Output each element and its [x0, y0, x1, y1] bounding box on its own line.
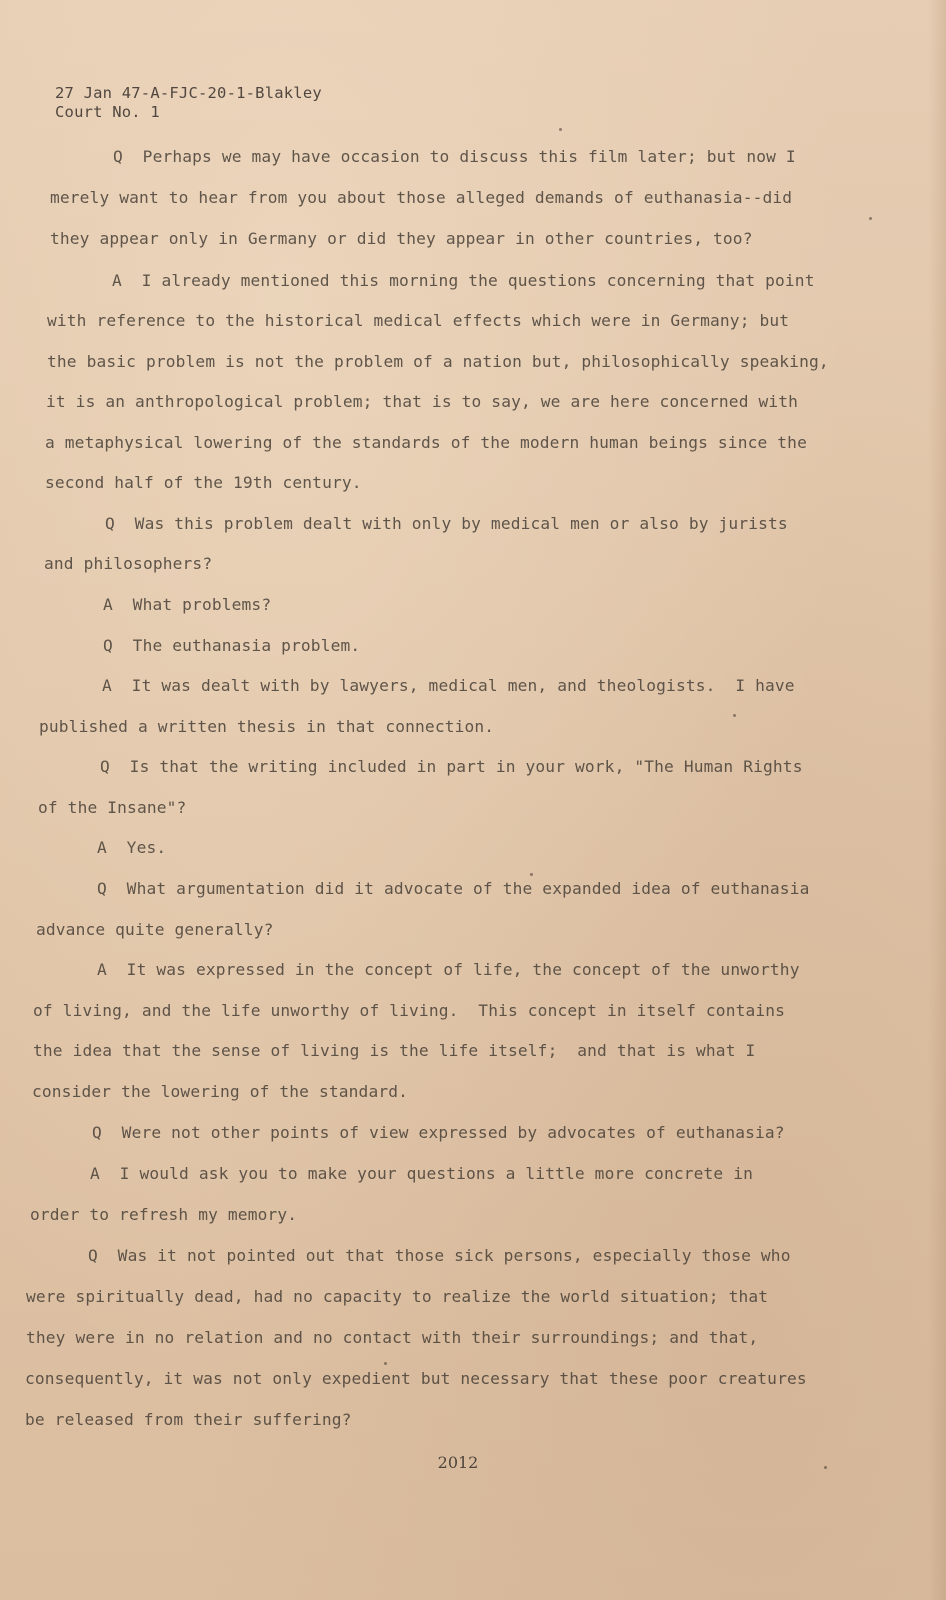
transcript-line: consider the lowering of the standard. [32, 1082, 409, 1101]
paper-speck [869, 217, 872, 220]
transcript-line: Q Were not other points of view expressed by advocates of euthanasia? [92, 1123, 785, 1142]
transcript-line: the basic problem is not the problem of a nation but, philosophically speaking, [47, 352, 829, 371]
transcript-line: consequently, it was not only expedient but necessary that these poor creatures [25, 1369, 807, 1388]
transcript-line: A I already mentioned this morning the questions concerning that point [112, 271, 815, 290]
transcript-line: Q The euthanasia problem. [103, 636, 361, 655]
transcript-line: they were in no relation and no contact with their surroundings; and that, [26, 1328, 759, 1347]
transcript-line: A What problems? [103, 595, 272, 614]
paper-speck [824, 1466, 827, 1469]
transcript-line: they appear only in Germany or did they appear in other countries, too? [50, 229, 753, 248]
transcript-line: Q Perhaps we may have occasion to discuss this film later; but now I [113, 147, 796, 166]
transcript-line: A I would ask you to make your questions a little more concrete in [90, 1164, 754, 1183]
transcript-line: of the Insane"? [38, 798, 187, 817]
page-number-text: 2012 [437, 1453, 479, 1472]
transcript-line: with reference to the historical medical effects which were in Germany; but [47, 311, 790, 330]
header-court-number: Court No. 1 [55, 103, 160, 121]
transcript-line: a metaphysical lowering of the standards of the modern human beings since the [45, 433, 807, 452]
header-case-reference: 27 Jan 47-A-FJC-20-1-Blakley [55, 84, 322, 102]
transcript-line: Q Is that the writing included in part in your work, "The Human Rights [100, 757, 803, 776]
transcript-line: were spiritually dead, had no capacity to realize the world situation; that [26, 1287, 769, 1306]
page-number [0, 1453, 946, 1472]
transcript-line: of living, and the life unworthy of living. This concept in itself contains [33, 1001, 786, 1020]
transcript-line: published a written thesis in that connection. [39, 717, 495, 736]
transcript-line: merely want to hear from you about those alleged demands of euthanasia--did [50, 188, 793, 207]
paper-speck [384, 1362, 387, 1365]
transcript-line: advance quite generally? [36, 920, 274, 939]
transcript-line: Q What argumentation did it advocate of the expanded idea of euthanasia [97, 879, 810, 898]
paper-speck [559, 128, 562, 131]
transcript-line: be released from their suffering? [25, 1410, 352, 1429]
paper-speck [733, 714, 736, 717]
transcript-line: second half of the 19th century. [45, 473, 362, 492]
transcript-line: Q Was this problem dealt with only by medical men or also by jurists [105, 514, 788, 533]
transcript-line: and philosophers? [44, 554, 213, 573]
transcript-line: A It was dealt with by lawyers, medical men, and theologists. I have [102, 676, 795, 695]
transcript-line: order to refresh my memory. [30, 1205, 298, 1224]
transcript-line: A It was expressed in the concept of life, the concept of the unworthy [97, 960, 800, 979]
transcript-line: it is an anthropological problem; that is to say, we are here concerned with [46, 392, 799, 411]
transcript-line: A Yes. [97, 838, 167, 857]
transcript-line: the idea that the sense of living is the life itself; and that is what I [33, 1041, 756, 1060]
transcript-line: Q Was it not pointed out that those sick persons, especially those who [88, 1246, 791, 1265]
paper-speck [530, 873, 533, 876]
